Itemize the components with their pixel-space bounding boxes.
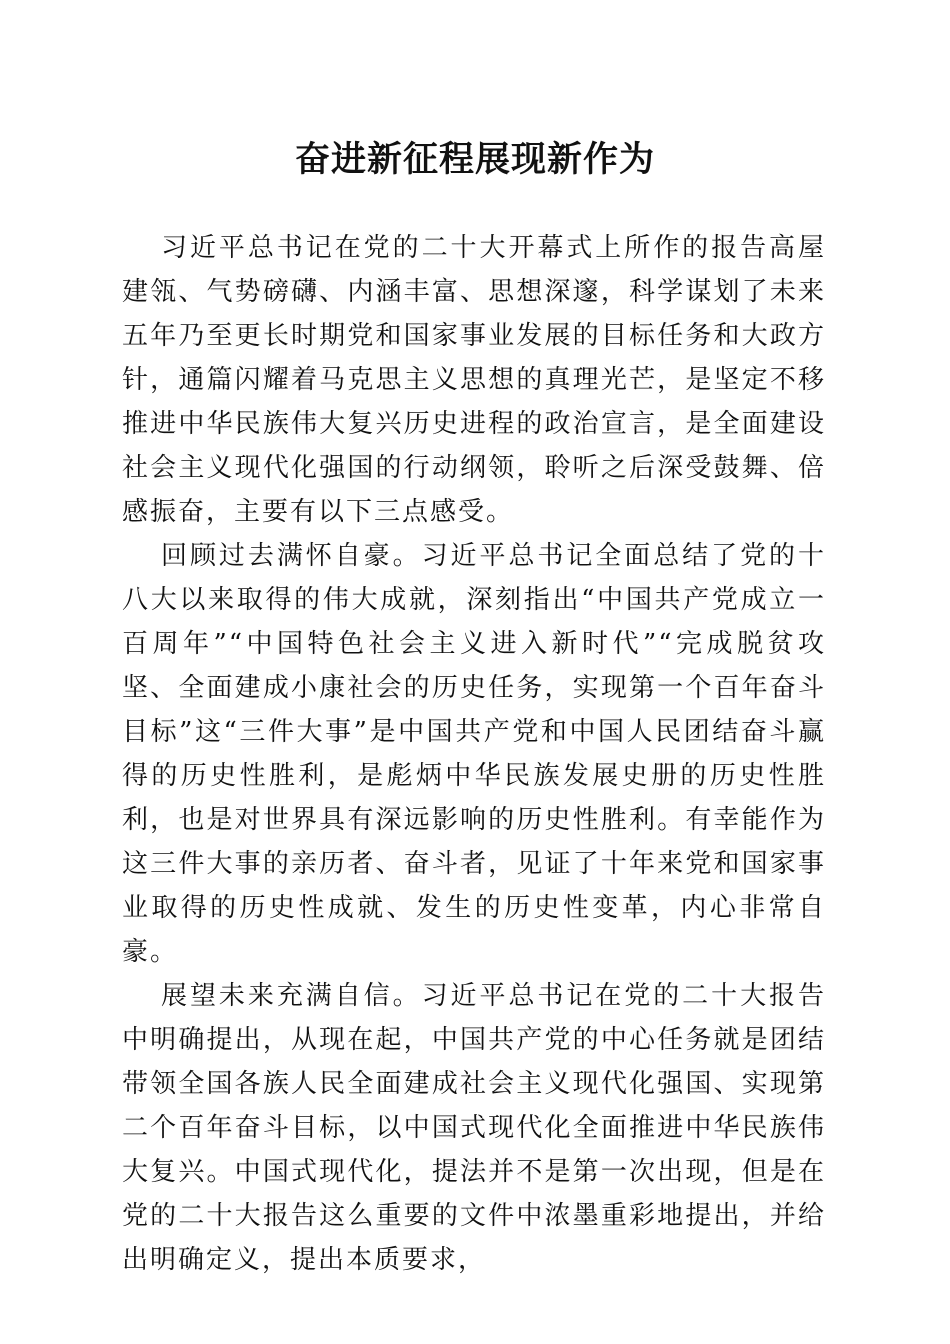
paragraph-look-forward: 展望未来充满自信。习近平总书记在党的二十大报告中明确提出，从现在起，中国共产党的中心任务就是团结带领全国各族人民全面建成社会主义现代化强国、实现第二个百年奋斗目标，以中国式现代化全面推进中华民族伟大复兴。中国式现代化，提法并不是第一次出现，但是在党的二十大报告这么重要的文件中浓墨重彩地提出，并给出明确定义，提出本质要求， <box>122 981 826 1275</box>
paragraph-intro: 习近平总书记在党的二十大开幕式上所作的报告高屋建瓴、气势磅礴、内涵丰富、思想深邃，科学谋划了未来五年乃至更长时期党和国家事业发展的目标任务和大政方针，通篇闪耀着马克思主义思想的真理光芒，是坚定不移推进中华民族伟大复兴历史进程的政治宣言，是全面建设社会主义现代化强国的行动纲领，聆听之后深受鼓舞、倍感振奋，主要有以下三点感受。 <box>122 233 826 527</box>
document-title: 奋进新征程展现新作为 <box>294 139 655 180</box>
document-body <box>122 226 826 1282</box>
paragraph-review-past: 回顾过去满怀自豪。习近平总书记全面总结了党的十八大以来取得的伟大成就，深刻指出“中国共产党成立一百周年”“中国特色社会主义进入新时代”“完成脱贫攻坚、全面建成小康社会的历史任务，实现第一个百年奋斗目标”这“三件大事”是中国共产党和中国人民团结奋斗赢得的历史性胜利，是彪炳中华民族发展史册的历史性胜利，也是对世界具有深远影响的历史性胜利。有幸能作为这三件大事的亲历者、奋斗者，见证了十年来党和国家事业取得的历史性成就、发生的历史性变革，内心非常自豪。 <box>122 541 826 967</box>
